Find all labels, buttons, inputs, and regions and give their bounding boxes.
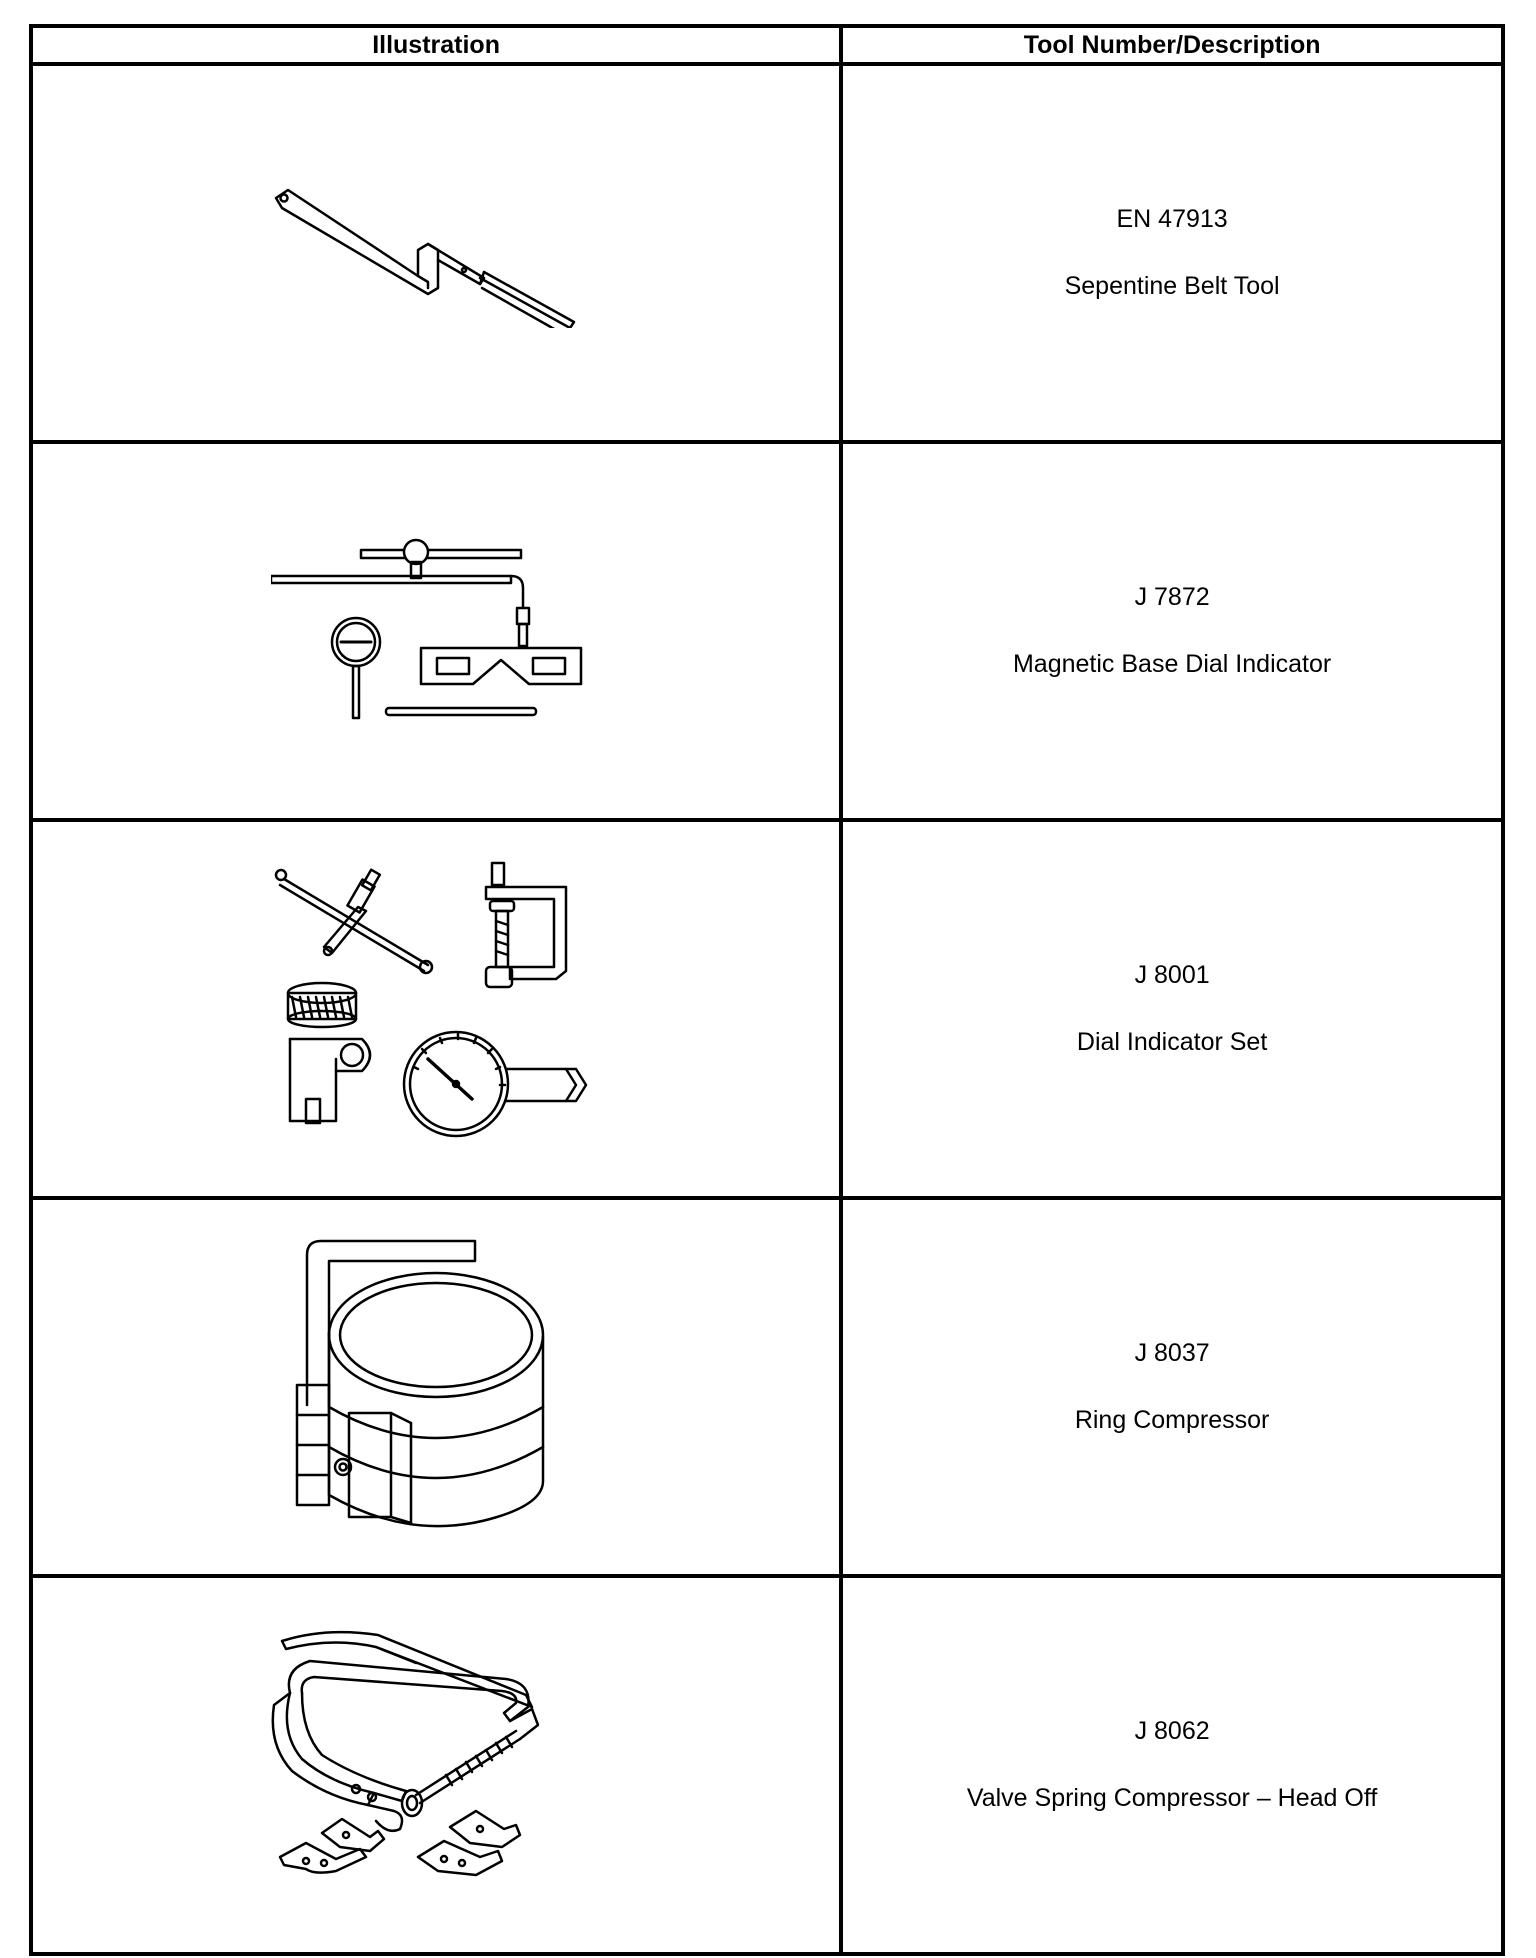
- serpentine-belt-tool-icon: [256, 178, 616, 328]
- tool-description: Ring Compressor: [1074, 1406, 1270, 1434]
- tool-number: J 8037: [1134, 1339, 1210, 1367]
- tool-number: EN 47913: [1116, 205, 1228, 233]
- tool-number: J 7872: [1134, 583, 1210, 611]
- header-row: [31, 26, 1503, 64]
- description-cell: [841, 64, 1503, 442]
- description-cell: [841, 820, 1503, 1198]
- magnetic-base-dial-indicator-icon: [271, 536, 601, 726]
- dial-indicator-set-icon: [266, 859, 606, 1159]
- tool-description: Valve Spring Compressor – Head Off: [966, 1784, 1378, 1812]
- description-cell: [841, 1576, 1503, 1954]
- tool-description: Sepentine Belt Tool: [1064, 272, 1280, 300]
- illustration-cell: [31, 1576, 841, 1954]
- header-tool-number-description: Tool Number/Description: [841, 26, 1503, 64]
- header-illustration: Illustration: [31, 26, 841, 64]
- tool-number: J 8001: [1134, 961, 1210, 989]
- description-cell: [841, 1198, 1503, 1576]
- table-row: [31, 442, 1503, 820]
- illustration-cell: [31, 820, 841, 1198]
- tool-number: J 8062: [1134, 1717, 1210, 1745]
- tool-description: Dial Indicator Set: [1076, 1028, 1268, 1056]
- illustration-cell: [31, 442, 841, 820]
- table-row: [31, 820, 1503, 1198]
- table-row: [31, 1576, 1503, 1954]
- tool-table: [29, 24, 1505, 1956]
- table-row: [31, 1198, 1503, 1576]
- valve-spring-compressor-icon: [266, 1625, 606, 1905]
- description-cell: [841, 442, 1503, 820]
- table-row: [31, 64, 1503, 442]
- ring-compressor-icon: [271, 1237, 601, 1537]
- tool-description: Magnetic Base Dial Indicator: [1012, 650, 1332, 678]
- illustration-cell: [31, 64, 841, 442]
- illustration-cell: [31, 1198, 841, 1576]
